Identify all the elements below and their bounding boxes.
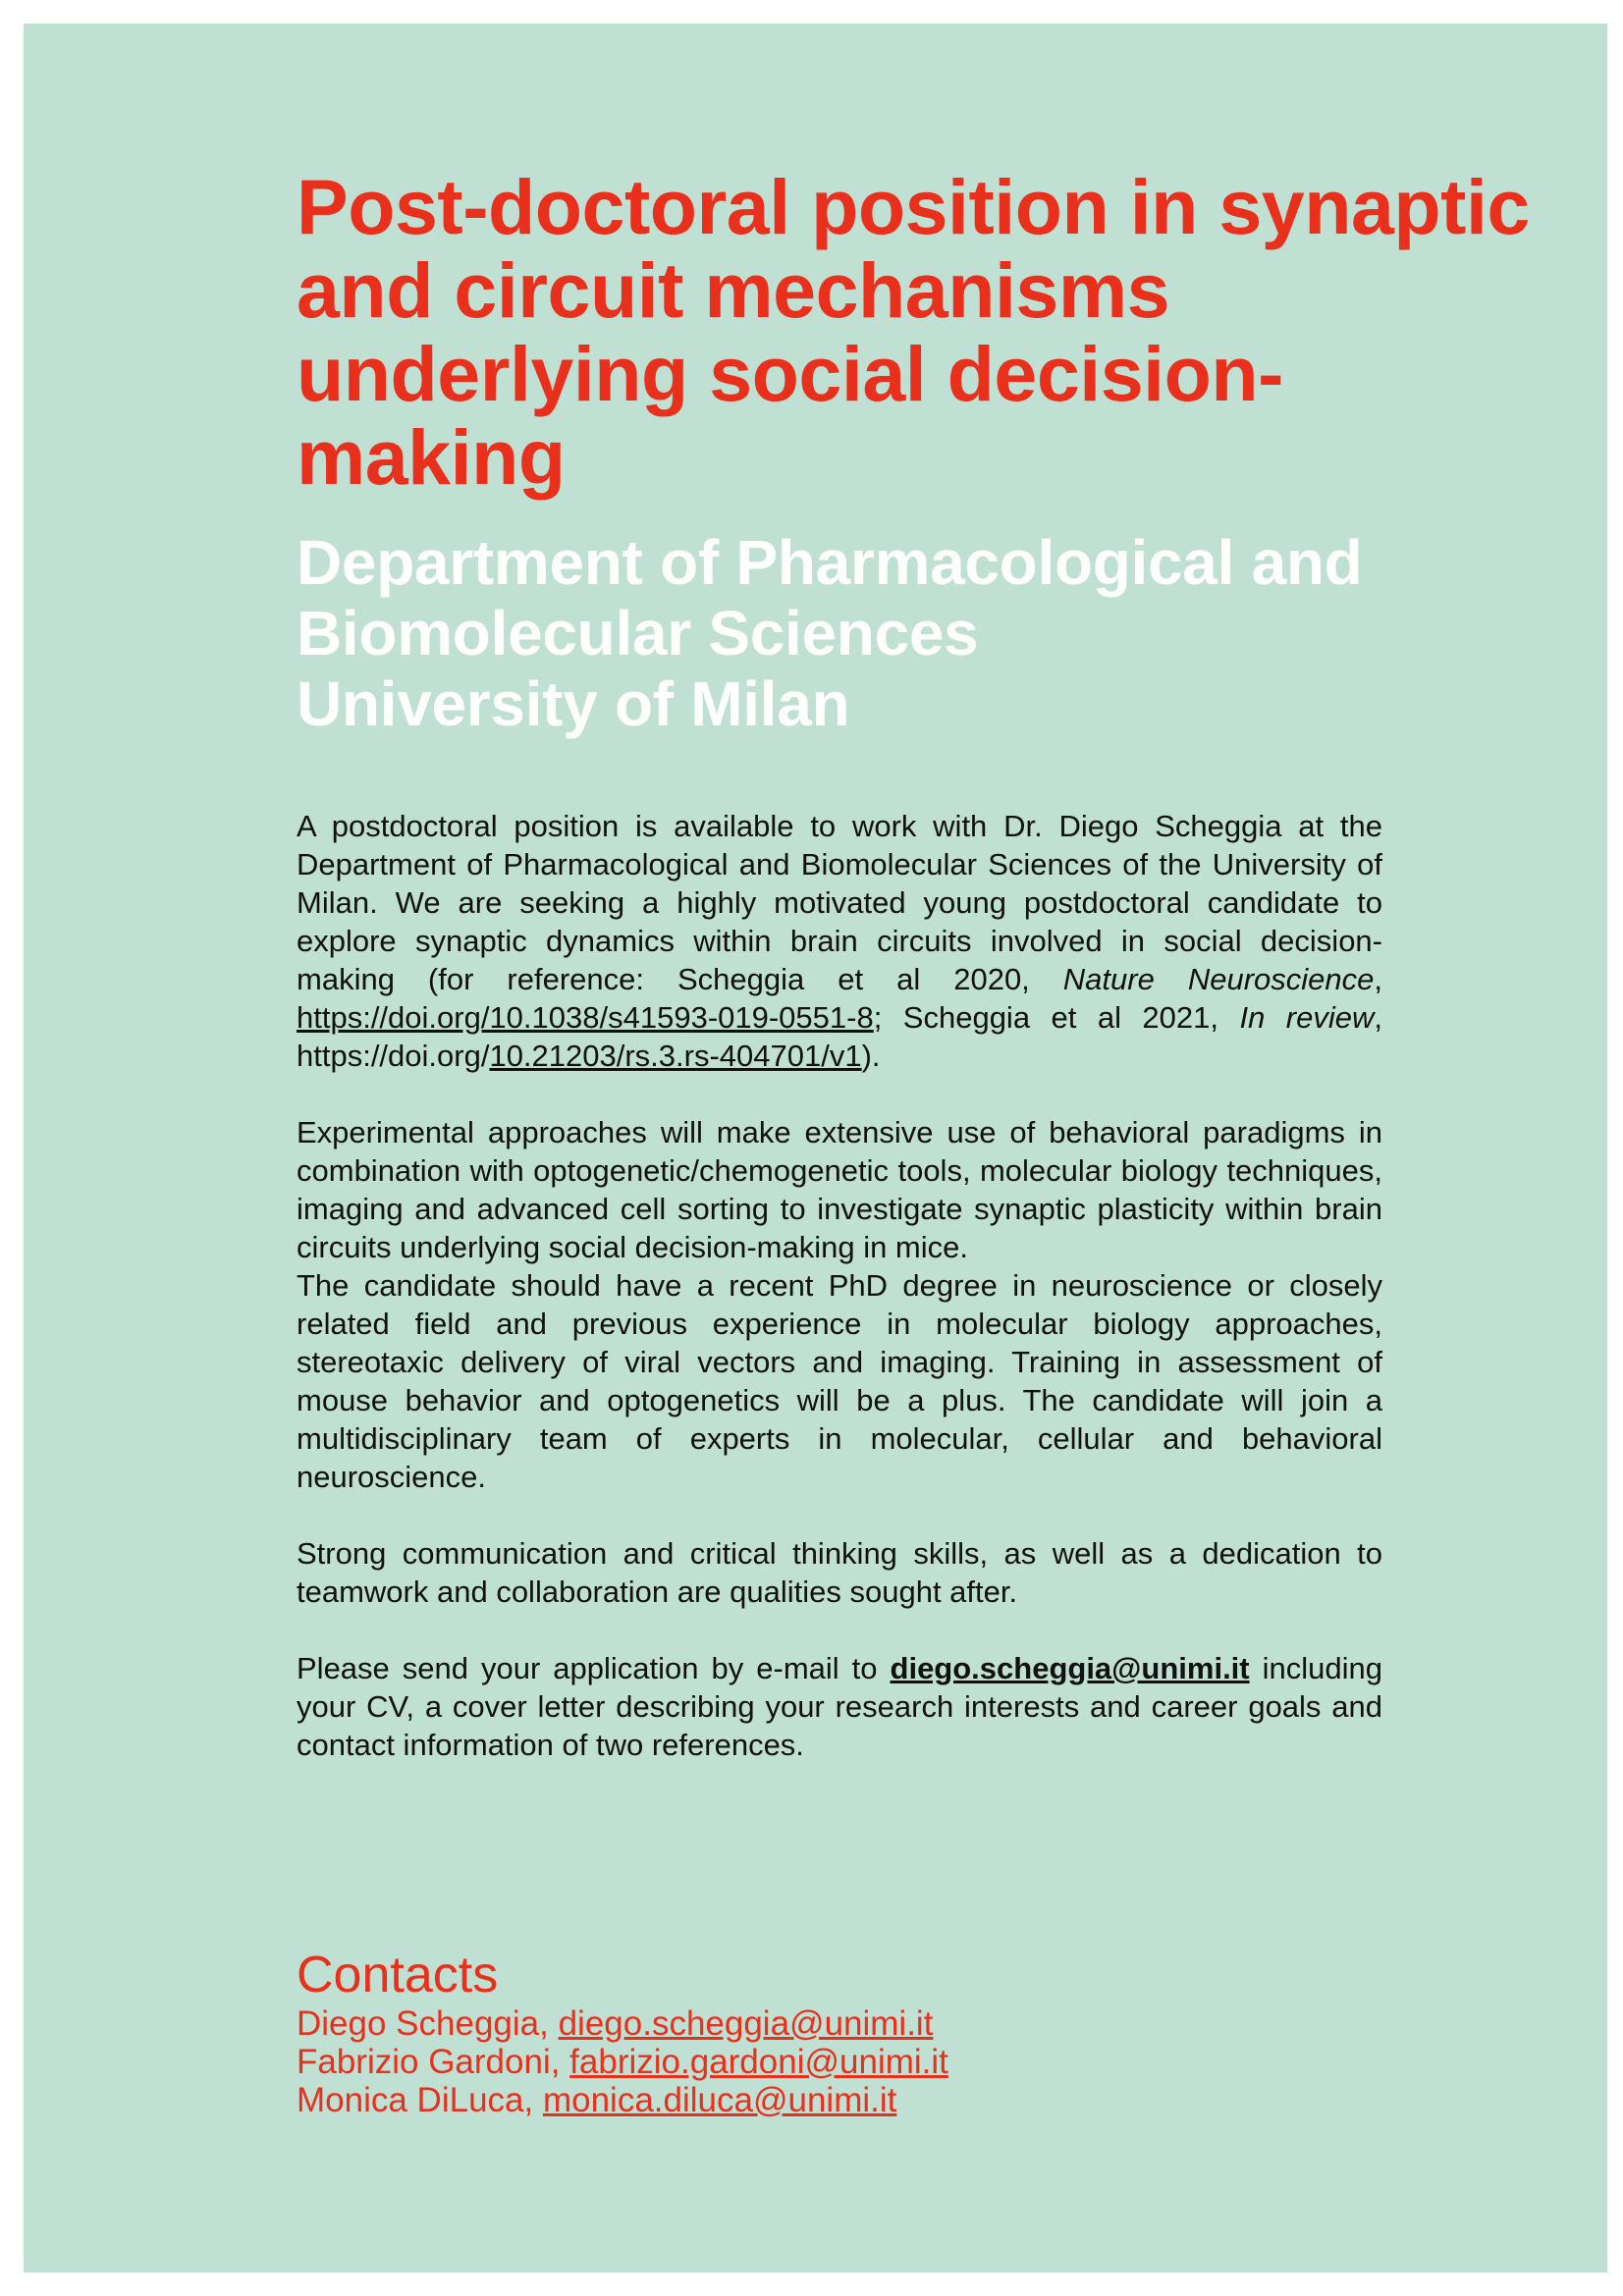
application-email-link[interactable]: diego.scheggia@unimi.it — [890, 1651, 1250, 1685]
department-line-1: Department of Pharmacological and — [297, 527, 1363, 598]
contact-item — [297, 2004, 1475, 2043]
contacts-list — [297, 2004, 1475, 2119]
contact-name: Fabrizio Gardoni, — [297, 2043, 570, 2081]
doi-link-2[interactable]: 10.21203/rs.3.rs-404701/v1 — [489, 1039, 862, 1073]
contact-name: Monica DiLuca, — [297, 2081, 543, 2119]
contact-name: Diego Scheggia, — [297, 2004, 559, 2043]
paragraph-approaches: Experimental approaches will make extensive use of behavioral paradigms in combination with optogenetic/chemogenetic tools, molecular biology techniques, imaging and advanced cell sorting to investigate synaptic plasticity within brain circuits underlying social decision-making in mice. — [297, 1115, 1382, 1264]
paragraph-application: Please send your application by e-mail to diego.scheggia@unimi.it including your CV, a cover letter describing your research interests and career goals and contact information of two references. — [297, 1651, 1382, 1762]
paragraph-intro: A postdoctoral position is available to work with Dr. Diego Scheggia at the Department of Pharmacological and Biomolecular Sciences of the University of Milan. We are seeking a highly motivated young postdoctoral candidate to explore synaptic dynamics within brain circuits involved in social decision-making (for reference: Scheggia et al 2020, Nature Neuroscience, https://doi.org/10.1038/s41593-019-0551-8; Scheggia et al 2021, In review, https://doi.org/10.21203/rs.3.rs-404701/v1). — [297, 809, 1383, 1073]
spacer — [297, 1075, 1382, 1113]
contact-email-link[interactable]: fabrizio.gardoni@unimi.it — [569, 2043, 948, 2081]
contacts-heading: Contacts — [297, 1947, 499, 2003]
poster-title: Post-doctoral position in synaptic and circuit mechanisms underlying social decision-making — [297, 163, 1530, 501]
body-text — [297, 807, 1382, 1764]
spacer — [297, 1496, 1382, 1534]
review-status: In review — [1239, 1000, 1375, 1035]
contact-item — [297, 2081, 1475, 2119]
journal-name: Nature Neuroscience — [1062, 962, 1375, 996]
paragraph-requirements: The candidate should have a recent PhD degree in neuroscience or closely related field and previous experience in molecular biology approaches, stereotaxic delivery of viral vectors and imaging. Training in assessment of mouse behavior and optogenetics will be a plus. The candidate will join a multidisciplinary team of experts in molecular, cellular and behavioral neuroscience. — [297, 1268, 1382, 1494]
doi-link-1[interactable]: https://doi.org/10.1038/s41593-019-0551-8 — [297, 1000, 874, 1035]
department-line-2: Biomolecular Sciences — [297, 598, 979, 668]
contact-email-link[interactable]: diego.scheggia@unimi.it — [558, 2004, 934, 2043]
university-name: University of Milan — [297, 668, 850, 739]
department-block — [297, 527, 1573, 739]
spacer — [297, 1611, 1382, 1649]
contact-item — [297, 2043, 1475, 2081]
contact-email-link[interactable]: monica.diluca@unimi.it — [542, 2081, 897, 2119]
paragraph-qualities: Strong communication and critical thinking skills, as well as a dedication to teamwork and collaboration are qualities sought after. — [297, 1536, 1382, 1609]
